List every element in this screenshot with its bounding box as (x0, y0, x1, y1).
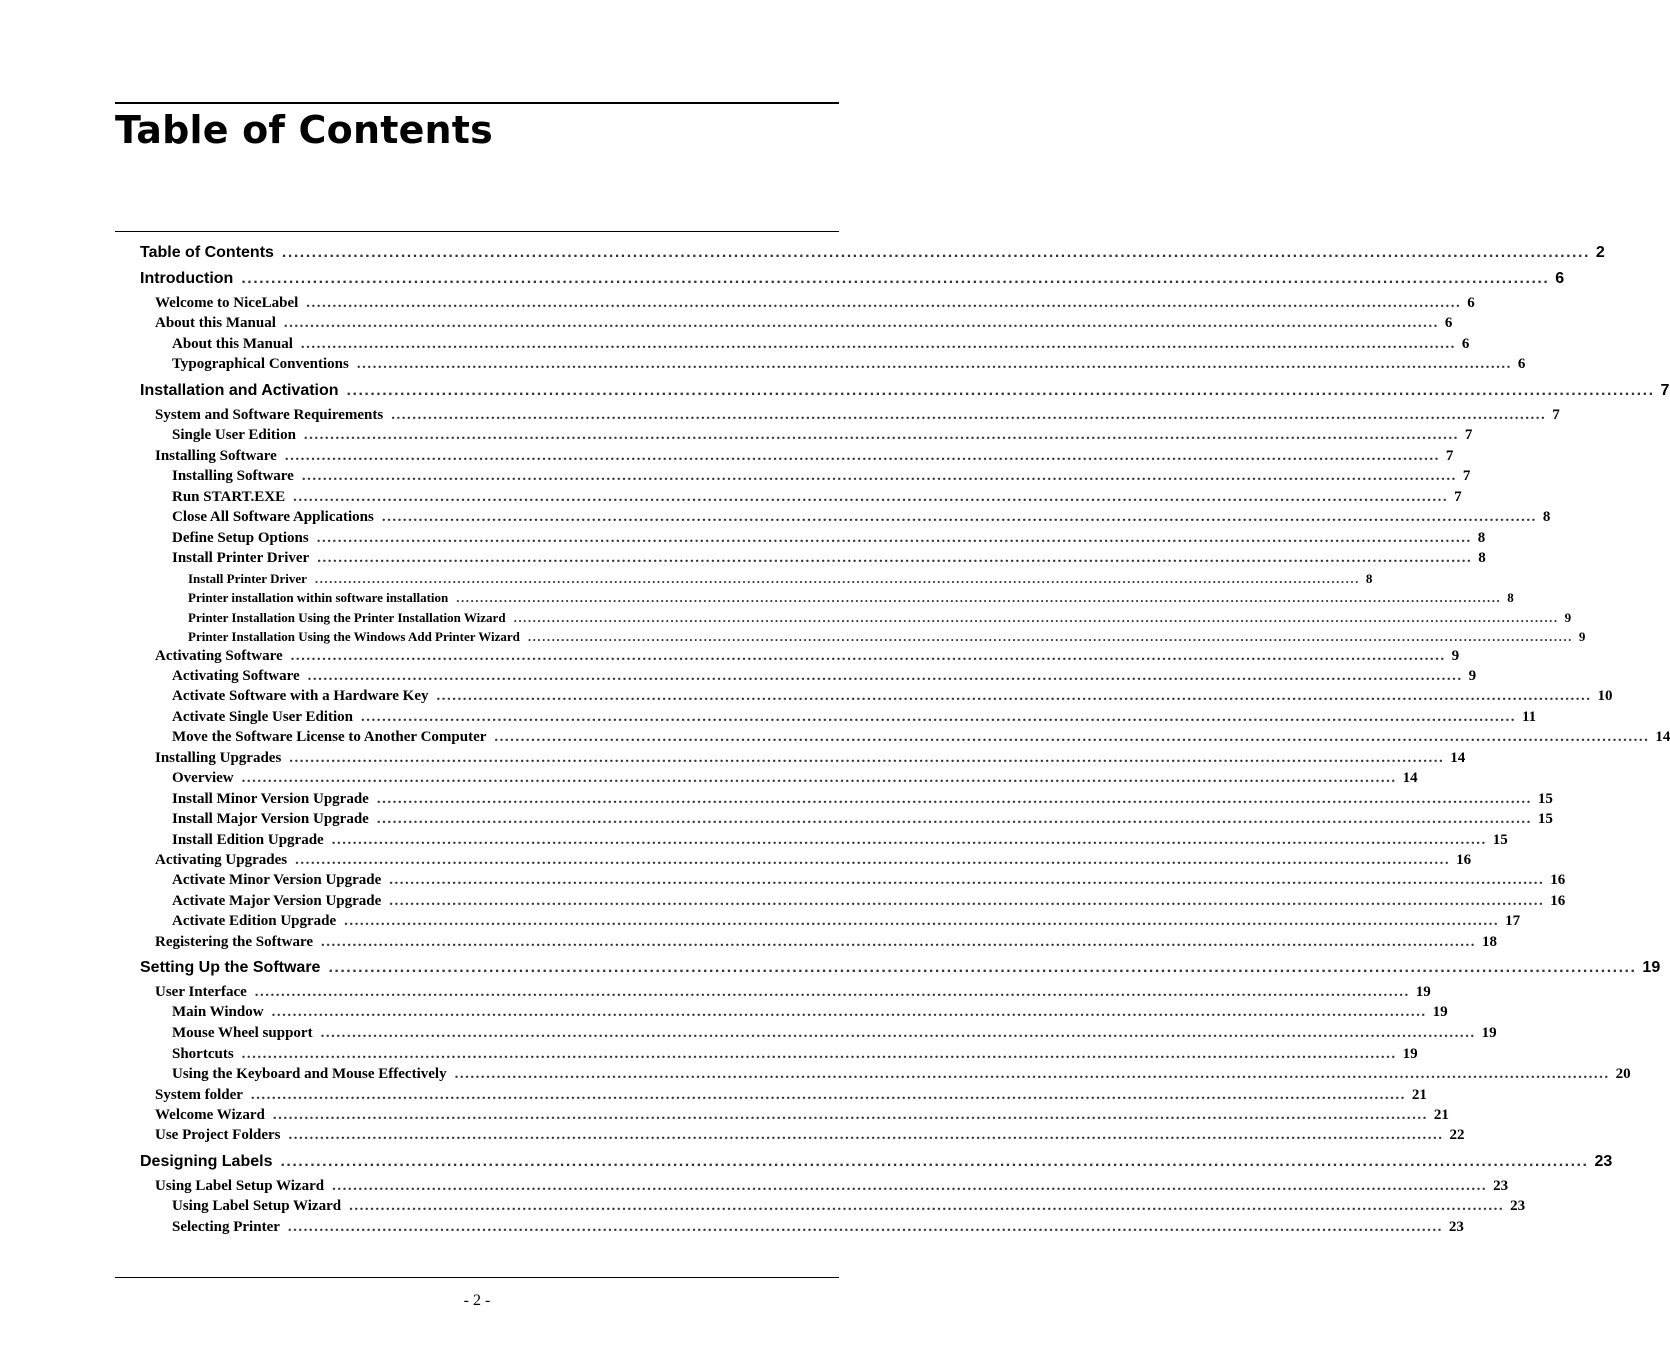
toc-entry-title: Activate Major Version Upgrade (172, 893, 382, 909)
toc-entry-title: Typographical Conventions (172, 356, 349, 372)
toc-entry[interactable] (172, 1197, 1526, 1216)
toc-entry-page: 23 (1493, 1178, 1509, 1194)
page-number: - 2 - (463, 1292, 491, 1309)
toc-entry-title: Selecting Printer (172, 1219, 280, 1235)
toc-leader-dots: ............................................................................................................................................................................................................................ (346, 382, 1655, 399)
toc-entry[interactable] (140, 958, 1661, 978)
toc-leader-dots: ............................................................................................................................................................................................................................ (376, 811, 1532, 827)
toc-entry[interactable] (172, 667, 1477, 686)
toc-entry-page: 14 (1655, 729, 1670, 745)
toc-entry[interactable] (140, 1152, 1613, 1172)
toc-leader-dots: ............................................................................................................................................................................................................................ (289, 750, 1445, 766)
toc-entry-title: Welcome to NiceLabel (155, 295, 299, 311)
toc-entry-title: Define Setup Options (172, 530, 309, 546)
toc-leader-dots: ............................................................................................................................................................................................................................ (280, 1153, 1589, 1170)
toc-entry-page: 16 (1550, 872, 1566, 888)
toc-entry-title: Printer installation within software installation (188, 590, 449, 605)
toc-leader-dots: ............................................................................................................................................................................................................................ (360, 709, 1516, 725)
toc-entry-page: 21 (1411, 1087, 1427, 1103)
toc-leader-dots: ............................................................................................................................................................................................................................ (241, 1046, 1397, 1062)
toc-entry-title: Install Minor Version Upgrade (172, 791, 369, 807)
toc-entry-page: 14 (1450, 750, 1466, 766)
toc-leader-dots: ............................................................................................................................................................................................................................ (254, 984, 1410, 1000)
toc-entry-title: Move the Software License to Another Computer (172, 729, 487, 745)
toc-leader-dots: ............................................................................................................................................................................................................................ (331, 832, 1487, 848)
toc-entry-title: Printer Installation Using the Printer Installation Wizard (188, 610, 506, 625)
toc-entry-page: 23 (1448, 1219, 1464, 1235)
toc-leader-dots: ............................................................................................................................................................................................................................ (513, 610, 1559, 625)
toc-entry-title: Main Window (172, 1004, 264, 1020)
toc-entry-title: Installation and Activation (140, 382, 339, 399)
toc-entry[interactable] (172, 335, 1470, 354)
toc-entry-page: 15 (1537, 791, 1553, 807)
toc-entry[interactable] (140, 381, 1670, 401)
toc-entry-page: 16 (1456, 852, 1472, 868)
toc-entry[interactable] (188, 609, 1572, 626)
toc-entry-page: 9 (1451, 648, 1460, 664)
toc-entry[interactable] (172, 1003, 1448, 1022)
toc-entry-title: Designing Labels (140, 1153, 273, 1170)
toc-entry[interactable] (172, 708, 1537, 727)
toc-entry-title: System folder (155, 1087, 243, 1103)
toc-entry-title: Activating Software (172, 668, 300, 684)
toc-entry-title: Introduction (140, 270, 234, 287)
toc-leader-dots: ............................................................................................................................................................................................................................ (527, 629, 1573, 644)
toc-leader-dots: ............................................................................................................................................................................................................................ (241, 270, 1550, 287)
toc-leader-dots: ............................................................................................................................................................................................................................ (241, 770, 1397, 786)
toc-entry-page: 9 (1578, 629, 1586, 644)
toc-entry-title: Mouse Wheel support (172, 1025, 313, 1041)
toc-entry-title: About this Manual (172, 336, 293, 352)
toc-entry[interactable] (172, 769, 1418, 788)
toc-entry[interactable] (188, 570, 1373, 587)
toc-entry-title: Welcome Wizard (155, 1107, 265, 1123)
toc-entry[interactable] (172, 1218, 1464, 1237)
toc-entry-title: Activate Single User Edition (172, 709, 353, 725)
toc-entry-page: 19 (1432, 1004, 1448, 1020)
toc-leader-dots: ............................................................................................................................................................................................................................ (283, 315, 1439, 331)
toc-entry[interactable] (155, 647, 1460, 666)
toc-entry-page: 16 (1550, 893, 1566, 909)
toc-entry-page: 6 (1444, 315, 1453, 331)
toc-entry[interactable] (172, 1065, 1631, 1084)
toc-leader-dots: ............................................................................................................................................................................................................................ (321, 934, 1477, 950)
toc-entry-page: 8 (1507, 590, 1514, 605)
toc-entry[interactable] (172, 831, 1508, 850)
toc-entry-page: 11 (1521, 709, 1537, 725)
toc-entry-title: Installing Software (172, 468, 294, 484)
toc-leader-dots: ............................................................................................................................................................................................................................ (300, 336, 1456, 352)
toc-entry[interactable] (155, 851, 1472, 870)
toc-entry-page: 19 (1642, 959, 1661, 976)
toc-leader-dots: ............................................................................................................................................................................................................................ (456, 590, 1502, 605)
toc-leader-dots: ............................................................................................................................................................................................................................ (376, 791, 1532, 807)
toc-entry-page: 15 (1492, 832, 1508, 848)
toc-entry-title: Activate Minor Version Upgrade (172, 872, 382, 888)
toc-entry[interactable] (188, 628, 1586, 645)
toc-leader-dots: ............................................................................................................................................................................................................................ (271, 1004, 1427, 1020)
toc-entry-title: Installing Upgrades (155, 750, 282, 766)
toc-entry[interactable] (172, 790, 1553, 809)
toc-entry-title: Close All Software Applications (172, 509, 374, 525)
toc-leader-dots: ............................................................................................................................................................................................................................ (436, 688, 1592, 704)
toc-leader-dots: ............................................................................................................................................................................................................................ (287, 1219, 1443, 1235)
toc-entry-page: 19 (1415, 984, 1431, 1000)
toc-entry-page: 21 (1433, 1107, 1449, 1123)
toc-leader-dots: ............................................................................................................................................................................................................................ (316, 530, 1472, 546)
toc-leader-dots: ............................................................................................................................................................................................................................ (303, 427, 1459, 443)
toc-entry[interactable] (172, 426, 1473, 445)
toc-entry-title: Registering the Software (155, 934, 314, 950)
toc-entry[interactable] (155, 749, 1466, 768)
toc-entry-page: 9 (1564, 610, 1572, 625)
toc-entry[interactable] (188, 589, 1514, 606)
toc-leader-dots: ............................................................................................................................................................................................................................ (391, 407, 1547, 423)
toc-entry-page: 6 (1555, 270, 1565, 287)
toc-entry-title: Using Label Setup Wizard (172, 1198, 342, 1214)
toc-entry[interactable] (155, 1177, 1509, 1196)
toc-leader-dots: ............................................................................................................................................................................................................................ (381, 509, 1537, 525)
toc-entry[interactable] (140, 243, 1605, 263)
toc-entry-title: Run START.EXE (172, 489, 286, 505)
toc-entry[interactable] (172, 355, 1526, 374)
toc-entry[interactable] (172, 549, 1486, 568)
toc-entry-title: Installing Software (155, 448, 277, 464)
toc-entry[interactable] (155, 933, 1498, 952)
toc-leader-dots: ............................................................................................................................................................................................................................ (272, 1107, 1428, 1123)
toc-entry-page: 8 (1542, 509, 1551, 525)
toc-entry[interactable] (155, 447, 1454, 466)
toc-entry[interactable] (140, 269, 1565, 289)
toc-leader-dots: ............................................................................................................................................................................................................................ (314, 571, 1360, 586)
toc-entry[interactable] (172, 529, 1486, 548)
toc-entry[interactable] (172, 871, 1566, 890)
toc-entry[interactable] (172, 508, 1551, 527)
toc-entry[interactable] (172, 687, 1613, 706)
toc-leader-dots: ............................................................................................................................................................................................................................ (356, 356, 1512, 372)
toc-entry[interactable] (155, 983, 1431, 1002)
toc-entry-page: 6 (1517, 356, 1526, 372)
toc-entry-title: Activating Upgrades (155, 852, 288, 868)
toc-entry[interactable] (155, 294, 1475, 313)
toc-leader-dots: ............................................................................................................................................................................................................................ (295, 852, 1451, 868)
toc-entry[interactable] (155, 314, 1453, 333)
toc-entry-page: 7 (1464, 427, 1473, 443)
toc-entry-title: Overview (172, 770, 234, 786)
toc-leader-dots: ............................................................................................................................................................................................................................ (344, 913, 1500, 929)
toc-entry-title: Use Project Folders (155, 1127, 281, 1143)
toc-entry-title: About this Manual (155, 315, 276, 331)
toc-leader-dots: ............................................................................................................................................................................................................................ (349, 1198, 1505, 1214)
toc-leader-dots: ............................................................................................................................................................................................................................ (288, 1127, 1444, 1143)
toc-entry-page: 8 (1365, 571, 1373, 586)
toc-entry-page: 7 (1462, 468, 1471, 484)
toc-entry[interactable] (172, 488, 1462, 507)
toc-entry[interactable] (155, 406, 1560, 425)
toc-entry-page: 7 (1552, 407, 1560, 423)
toc-entry-page: 23 (1510, 1198, 1526, 1214)
toc-entry-title: Install Major Version Upgrade (172, 811, 369, 827)
toc-entry-page: 7 (1454, 489, 1462, 505)
footer-rule (115, 1277, 839, 1278)
toc-entry-title: Activating Software (155, 648, 283, 664)
toc-entry-page: 17 (1505, 913, 1521, 929)
toc-entry[interactable] (172, 810, 1553, 829)
toc-leader-dots: ............................................................................................................................................................................................................................ (307, 668, 1463, 684)
toc-entry-title: Install Printer Driver (188, 571, 307, 586)
toc-entry-page: 19 (1481, 1025, 1497, 1041)
toc-entry-title: Using Label Setup Wizard (155, 1178, 325, 1194)
toc-entry-page: 18 (1482, 934, 1498, 950)
toc-leader-dots: ............................................................................................................................................................................................................................ (250, 1087, 1406, 1103)
toc-entry-title: System and Software Requirements (155, 407, 384, 423)
toc-entry-page: 6 (1461, 336, 1470, 352)
toc-leader-dots: ............................................................................................................................................................................................................................ (290, 648, 1446, 664)
toc-leader-dots: ............................................................................................................................................................................................................................ (317, 550, 1473, 566)
toc-entry-page: 8 (1477, 530, 1486, 546)
toc-leader-dots: ............................................................................................................................................................................................................................ (306, 295, 1462, 311)
toc-entry-title: User Interface (155, 984, 247, 1000)
toc-entry-title: Activate Edition Upgrade (172, 913, 337, 929)
toc-entry-page: 19 (1402, 1046, 1418, 1062)
toc-leader-dots: ............................................................................................................................................................................................................................ (284, 448, 1440, 464)
toc-leader-dots: ............................................................................................................................................................................................................................ (389, 893, 1545, 909)
toc-leader-dots: ............................................................................................................................................................................................................................ (281, 244, 1590, 261)
toc-entry-title: Shortcuts (172, 1046, 234, 1062)
toc-leader-dots: ............................................................................................................................................................................................................................ (301, 468, 1457, 484)
toc-leader-dots: ............................................................................................................................................................................................................................ (454, 1066, 1610, 1082)
toc-entry-title: Printer Installation Using the Windows Add Printer Wizard (188, 629, 520, 644)
toc-leader-dots: ............................................................................................................................................................................................................................ (389, 872, 1545, 888)
toc-leader-dots: ............................................................................................................................................................................................................................ (328, 959, 1637, 976)
toc-leader-dots: ............................................................................................................................................................................................................................ (494, 729, 1650, 745)
toc-entry-title: Table of Contents (140, 244, 274, 261)
toc-entry-title: Activate Software with a Hardware Key (172, 688, 429, 704)
toc-entry[interactable] (172, 1045, 1418, 1064)
toc-entry-page: 7 (1660, 382, 1670, 399)
toc-leader-dots: ............................................................................................................................................................................................................................ (320, 1025, 1476, 1041)
toc-leader-dots: ............................................................................................................................................................................................................................ (293, 489, 1449, 505)
toc-entry[interactable] (172, 1024, 1497, 1043)
toc-entry-title: Single User Edition (172, 427, 296, 443)
toc-entry-page: 6 (1467, 295, 1475, 311)
toc-entry-page: 22 (1449, 1127, 1465, 1143)
toc-entry-page: 15 (1537, 811, 1553, 827)
toc-entry-page: 20 (1615, 1066, 1631, 1082)
toc-entry-page: 14 (1402, 770, 1418, 786)
toc-entry[interactable] (172, 892, 1566, 911)
toc-entry-page: 8 (1478, 550, 1486, 566)
toc-entry-page: 7 (1445, 448, 1454, 464)
toc-entry[interactable] (155, 1106, 1449, 1125)
toc-entry-page: 23 (1594, 1153, 1613, 1170)
toc-entry-title: Using the Keyboard and Mouse Effectively (172, 1066, 447, 1082)
toc-entry-title: Install Printer Driver (172, 550, 310, 566)
page-title: Table of Contents (115, 108, 493, 152)
toc-entry[interactable] (155, 1126, 1465, 1145)
toc-entry-page: 2 (1595, 244, 1605, 261)
toc-entry[interactable] (155, 1086, 1427, 1105)
toc-entry-title: Setting Up the Software (140, 959, 321, 976)
toc-entry[interactable] (172, 728, 1670, 747)
toc-entry[interactable] (172, 912, 1521, 931)
toc-entry-page: 9 (1468, 668, 1477, 684)
toc-entry-page: 10 (1597, 688, 1613, 704)
toc-entry[interactable] (172, 467, 1471, 486)
toc-entry-title: Install Edition Upgrade (172, 832, 324, 848)
toc-leader-dots: ............................................................................................................................................................................................................................ (332, 1178, 1488, 1194)
